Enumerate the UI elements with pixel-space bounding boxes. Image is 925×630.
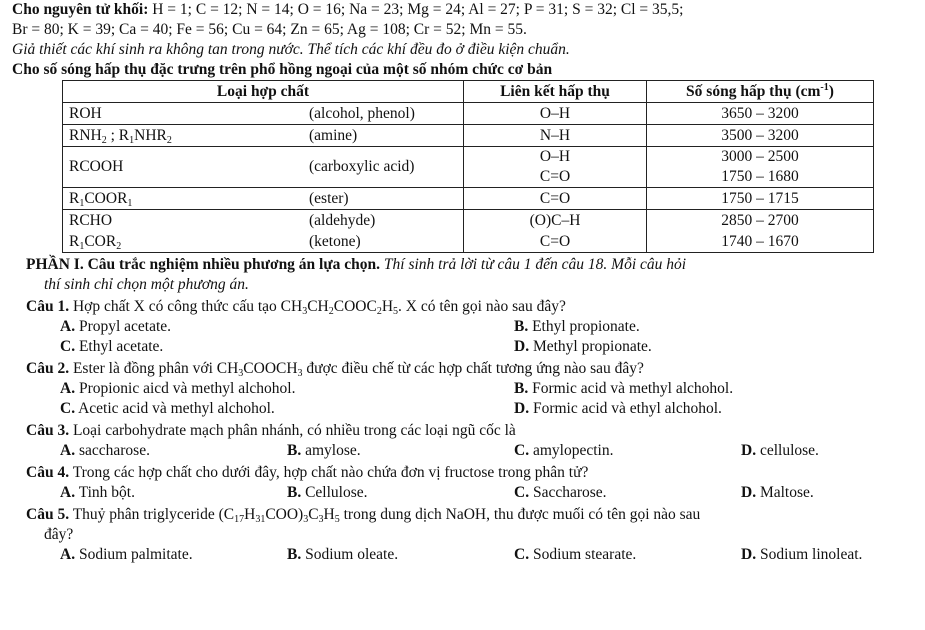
bond: N–H	[464, 125, 647, 147]
question-1-options-row-2	[26, 337, 916, 357]
compound-class: (ketone)	[309, 232, 361, 250]
wavenumber: 2850 – 2700	[647, 210, 874, 232]
exam-page	[12, 0, 916, 565]
table-row	[63, 231, 874, 253]
question-4: Câu 4. Trong các hợp chất cho dưới đây, hợp chất nào chứa đơn vị fructose trong phân tử?	[26, 464, 589, 481]
bond: C=O	[464, 231, 647, 253]
question-5-continued: đây?	[44, 526, 74, 543]
atomic-mass-title: Cho nguyên tử khối:	[12, 1, 149, 18]
bond: C=O	[464, 188, 647, 210]
atomic-mass-values-1: H = 1; C = 12; N = 14; O = 16; Na = 23; Mg = 24; Al = 27; P = 31; S = 32; Cl = 35,5;	[152, 1, 684, 18]
option-c[interactable]: C. Acetic acid và methyl alchohol.	[60, 400, 275, 417]
option-b[interactable]: B. Formic acid và methyl alchohol.	[514, 380, 734, 397]
option-c[interactable]: C. Saccharose.	[514, 484, 607, 501]
question-3: Câu 3. Loại carbohydrate mạch phân nhánh, có nhiều trong các loại ngũ cốc là	[26, 422, 516, 439]
part1-heading	[26, 255, 916, 275]
part1-instruction-1: Thí sinh trả lời từ câu 1 đến câu 18. Mỗi câu hỏi	[383, 256, 687, 273]
wavenumber: 3000 – 2500 1750 – 1680	[647, 147, 874, 188]
question-5: Câu 5. Thuỷ phân triglyceride $(C_{17}H_{31}COO)_3C_3H_5$ trong dung dịch NaOH, thu được muối có tên gọi nào sau	[26, 506, 701, 525]
question-5-options	[26, 545, 916, 565]
option-d[interactable]: D. cellulose.	[741, 442, 819, 459]
question-1-options-row-1	[26, 317, 916, 337]
option-b[interactable]: B. Sodium oleate.	[287, 546, 399, 563]
table-row	[63, 188, 874, 210]
part1-instruction-2: thí sinh chỉ chọn một phương án.	[44, 276, 249, 293]
col-header-type: Loại hợp chất	[63, 81, 464, 103]
option-c[interactable]: C. amylopectin.	[514, 442, 614, 459]
formula: $R_1COOR_1$	[69, 189, 133, 209]
option-a[interactable]: A. Propyl acetate.	[60, 318, 172, 335]
assumption-note: Giả thiết các khí sinh ra không tan trong nước. Thể tích các khí đều đo ở điều kiện chuẩn.	[12, 41, 570, 58]
table-row	[63, 103, 874, 125]
question-1: Câu 1. Hợp chất X có công thức cấu tạo $CH_3CH_2COOC_2H_5$. X có tên gọi nào sau đây?	[26, 298, 566, 317]
col-header-wavenumber: Số sóng hấp thụ $(cm^{-1})$	[647, 81, 874, 103]
option-d[interactable]: D. Sodium linoleat.	[741, 546, 863, 563]
wavenumber: 3500 – 3200	[647, 125, 874, 147]
ir-table-intro: Cho số sóng hấp thụ đặc trưng trên phổ hồng ngoại của một số nhóm chức cơ bản	[12, 61, 553, 78]
table-row	[63, 210, 874, 232]
bond: O–H C=O	[464, 147, 647, 188]
compound-class: (aldehyde)	[309, 211, 376, 229]
option-d[interactable]: D. Methyl propionate.	[514, 338, 652, 355]
formula: $RNH_2$ ; $R_1NHR_2$	[69, 126, 172, 146]
atomic-mass-line-1	[12, 0, 916, 20]
option-a[interactable]: A. saccharose.	[60, 442, 150, 459]
atomic-mass-values-2: Br = 80; K = 39; Ca = 40; Fe = 56; Cu = 64; Zn = 65; Ag = 108; Cr = 52; Mn = 55.	[12, 21, 527, 38]
table-row	[63, 125, 874, 147]
wavenumber: 1740 – 1670	[647, 231, 874, 253]
option-b[interactable]: B. Ethyl propionate.	[514, 318, 640, 335]
option-c[interactable]: C. Ethyl acetate.	[60, 338, 164, 355]
col-header-bond: Liên kết hấp thụ	[464, 81, 647, 103]
question-2: Câu 2. Ester là đồng phân với $CH_3COOCH_3$ được điều chế từ các hợp chất tương ứng nào sau đây?	[26, 360, 644, 379]
bond: O–H	[464, 103, 647, 125]
part1-title: PHẦN I. Câu trắc nghiệm nhiều phương án lựa chọn.	[26, 256, 381, 273]
option-a[interactable]: A. Tinh bột.	[60, 484, 135, 501]
option-a[interactable]: A. Sodium palmitate.	[60, 546, 193, 563]
question-2-options-row-2	[26, 399, 916, 419]
option-b[interactable]: B. amylose.	[287, 442, 361, 459]
option-d[interactable]: D. Formic acid và ethyl alchohol.	[514, 400, 722, 417]
formula: ROH	[69, 104, 102, 122]
ir-absorption-table	[62, 80, 874, 253]
question-2-options-row-1	[26, 379, 916, 399]
formula: RCOOH	[69, 158, 124, 175]
bond: (O)C–H	[464, 210, 647, 232]
option-a[interactable]: A. Propionic aicd và methyl alchohol.	[60, 380, 296, 397]
compound-class: (ester)	[309, 189, 349, 207]
table-row	[63, 147, 874, 188]
table-header-row	[63, 81, 874, 103]
wavenumber: 3650 – 3200	[647, 103, 874, 125]
question-4-options	[26, 483, 916, 503]
compound-class: (alcohol, phenol)	[309, 104, 415, 122]
option-d[interactable]: D. Maltose.	[741, 484, 814, 501]
wavenumber: 1750 – 1715	[647, 188, 874, 210]
compound-class: (amine)	[309, 126, 358, 144]
formula: RCHO	[69, 211, 113, 229]
option-b[interactable]: B. Cellulose.	[287, 484, 368, 501]
option-c[interactable]: C. Sodium stearate.	[514, 546, 637, 563]
question-3-options	[26, 441, 916, 461]
compound-class: (carboxylic acid)	[309, 158, 415, 175]
formula: $R_1COR_2$	[69, 232, 122, 252]
